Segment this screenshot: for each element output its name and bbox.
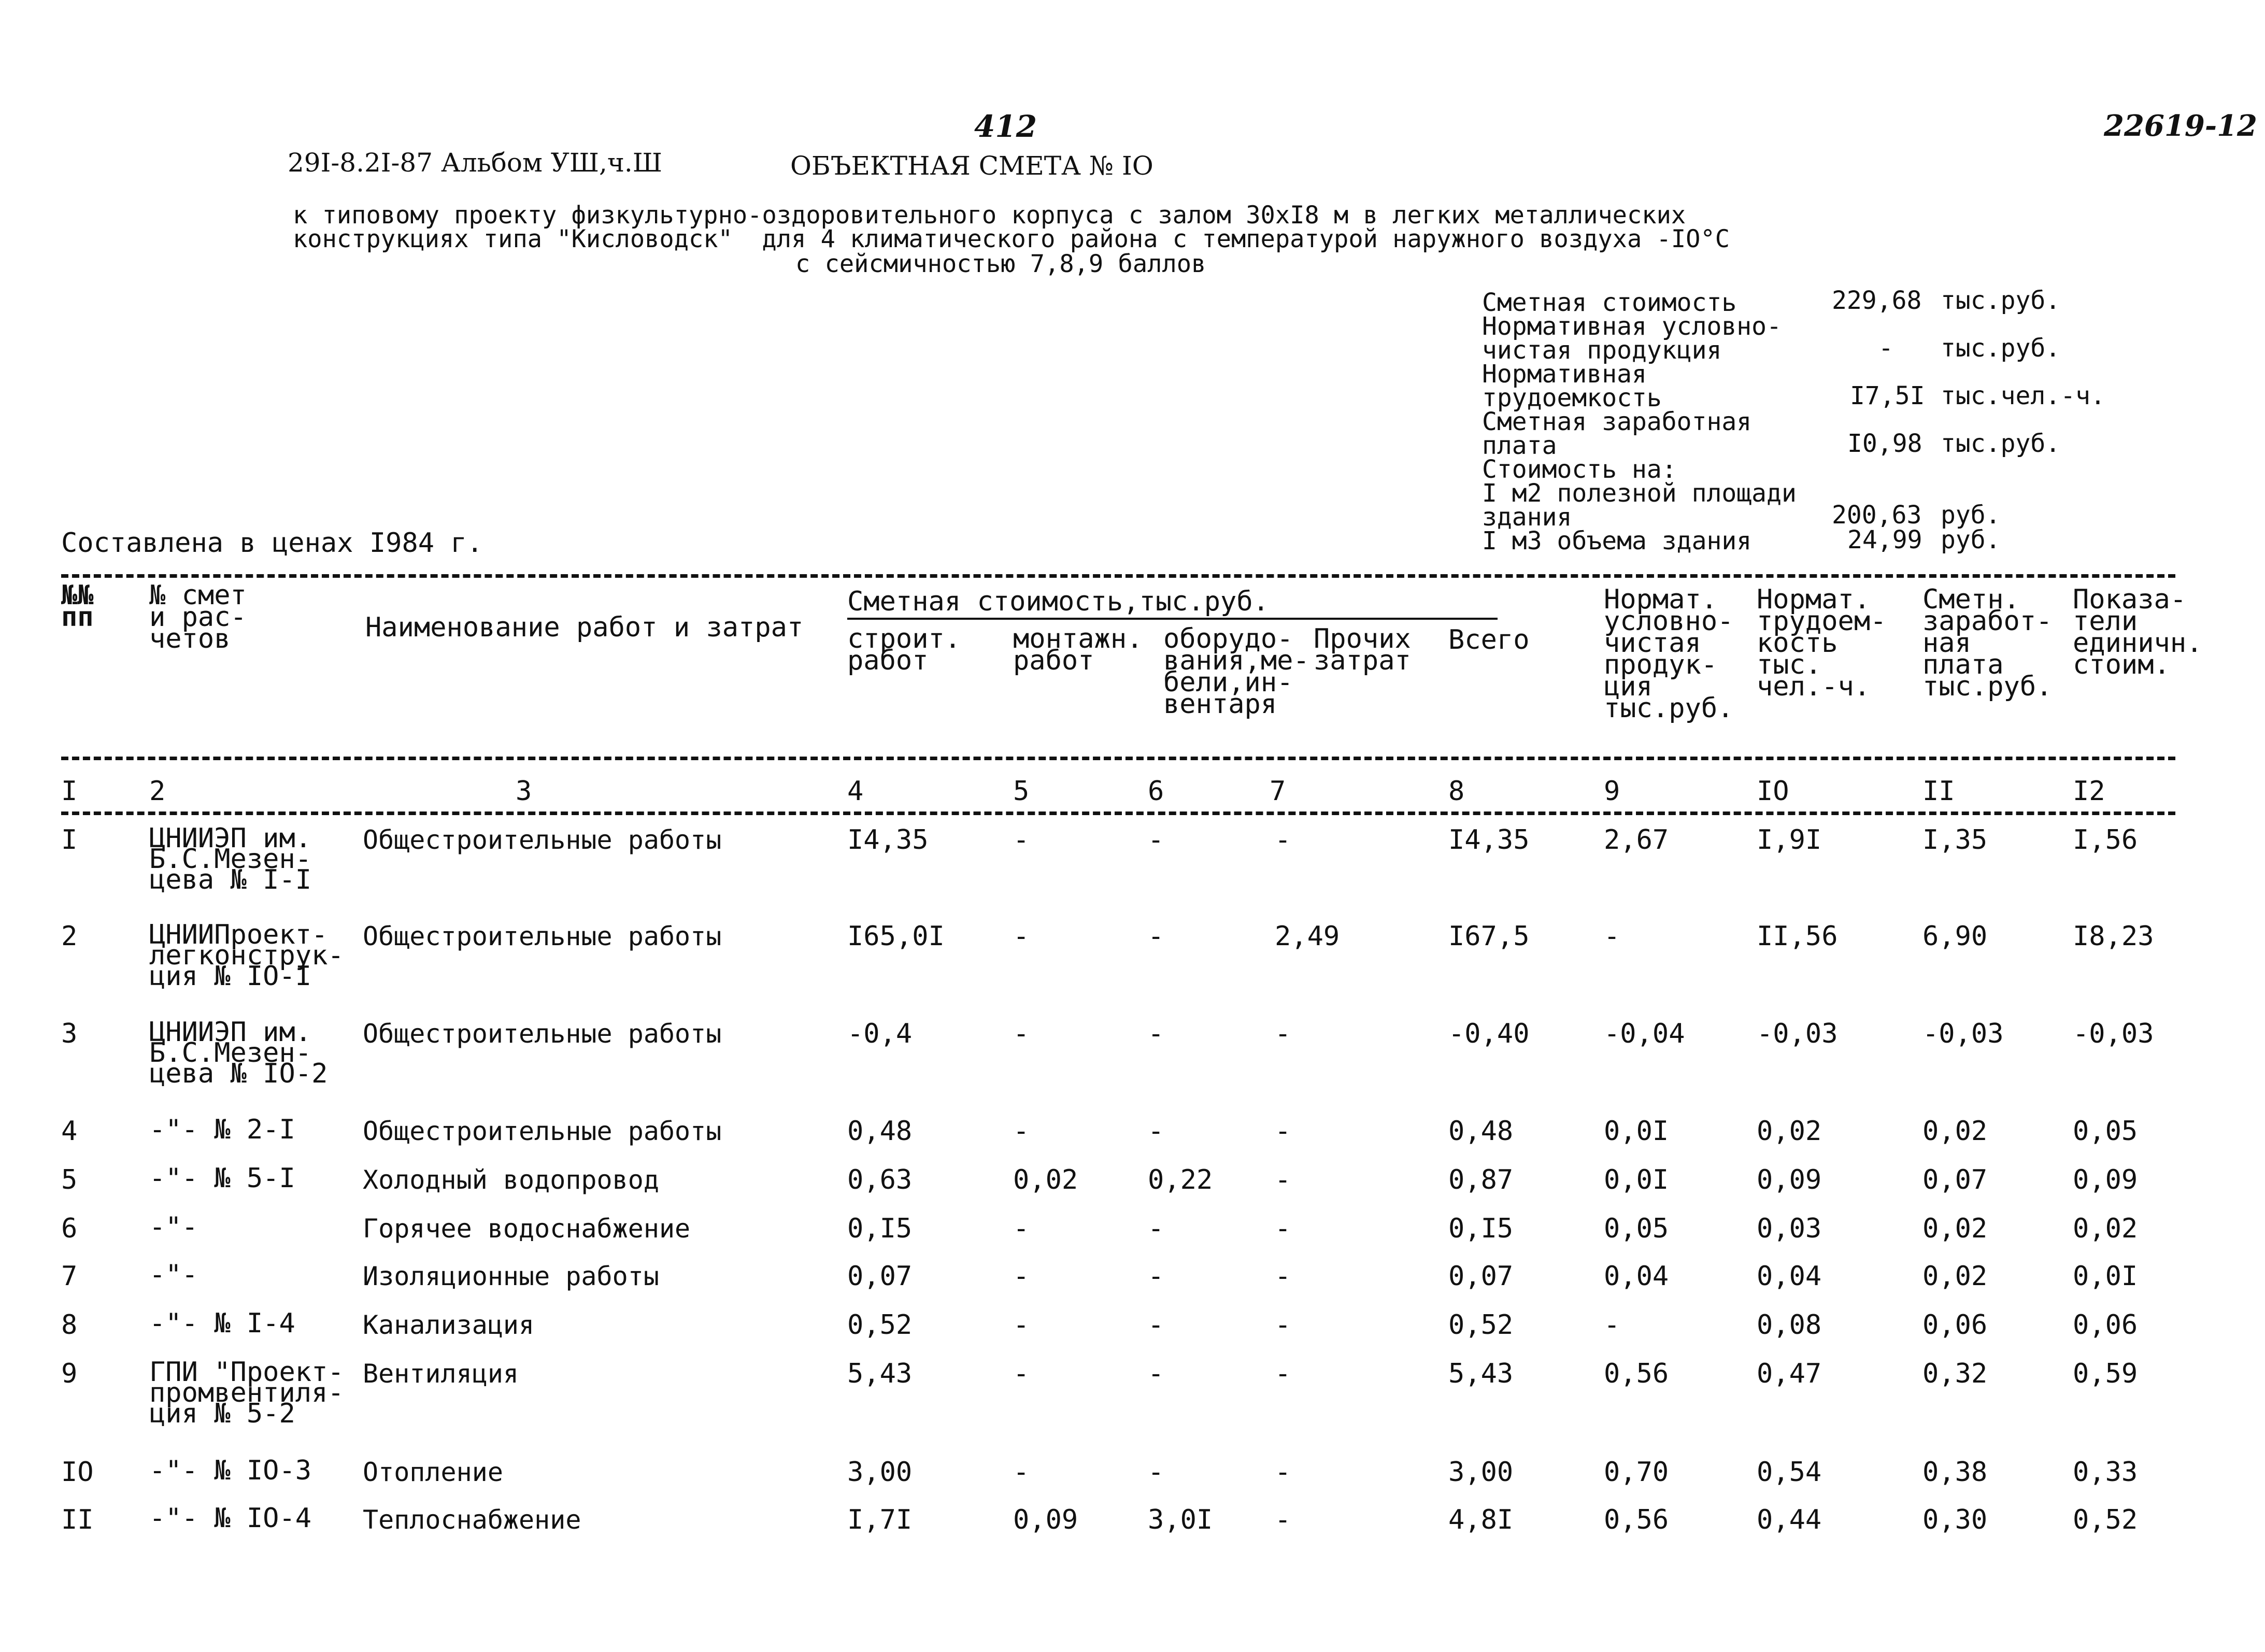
header-row-number: №№ пп [61,580,94,633]
column-number: II [1922,776,1955,807]
unit-indicator: 0,52 [2073,1504,2138,1535]
summary-label-cost: Сметная стоимость [1482,288,1737,317]
other-cost: - [1275,824,1291,856]
row-number: I [61,824,78,856]
unit-indicator: 0,09 [2073,1164,2138,1195]
summary-label-production-b: чистая продукция [1482,336,1722,365]
subtitle-line-1: к типовому проекту физкультурно-оздоровительного корпуса с залом 30хI8 м в легких металлических [293,201,1686,230]
row-number: 2 [61,921,78,952]
other-cost: - [1275,1358,1291,1389]
work-name: Теплоснабжение [363,1505,581,1535]
summary-unit-production: тыс.руб. [1941,334,2061,363]
column-number: IO [1757,776,1789,807]
subtitle-line-3: с сейсмичностью 7,8,9 баллов [795,250,1206,278]
column-number: 6 [1148,776,1164,807]
work-name: Общестроительные работы [363,825,722,855]
row-number: II [61,1504,94,1535]
other-cost: - [1275,1018,1291,1049]
header-unit-indicators: Показа- тели единичн. стоим. [2073,584,2203,680]
wages: I,35 [1922,824,1988,856]
unit-indicator: I8,23 [2073,921,2154,952]
construction-cost: 5,43 [847,1358,913,1389]
summary-label-production-a: Нормативная условно- [1482,312,1782,341]
unit-indicator: I,56 [2073,824,2138,856]
installation-cost: 0,02 [1013,1164,1078,1195]
equipment-cost: - [1148,1261,1164,1292]
row-number: 5 [61,1164,78,1195]
unit-indicator: 0,05 [2073,1116,2138,1147]
wages: 0,02 [1922,1261,1988,1292]
work-name: Холодный водопровод [363,1165,659,1195]
prices-note: Составлена в ценах I984 г. [61,528,483,559]
estimate-reference: -"- [149,1212,198,1243]
equipment-cost: - [1148,1116,1164,1147]
construction-cost: I65,0I [847,921,945,952]
net-production: 0,04 [1604,1261,1669,1292]
estimate-reference: ЦНИИПроект- легконструк- ция № IO-I [149,919,344,992]
installation-cost: - [1013,1261,1030,1292]
unit-indicator: 0,0I [2073,1261,2138,1292]
summary-label-area-b: здания [1482,503,1572,532]
archive-code: 22619-12 [2104,109,2257,143]
total-cost: 5,43 [1448,1358,1514,1389]
header-installation: монтажн. работ [1013,623,1143,676]
total-cost: 0,I5 [1448,1213,1514,1244]
summary-value-labor: I7,5I [1850,381,1925,410]
summary-label-area-a: I м2 полезной площади [1482,479,1797,508]
equipment-cost: - [1148,1018,1164,1049]
total-cost: 0,52 [1448,1309,1514,1341]
estimate-reference: -"- № IO-3 [149,1455,312,1486]
work-name: Изоляционные работы [363,1261,659,1291]
work-name: Вентиляция [363,1359,519,1389]
total-cost: -0,40 [1448,1018,1530,1049]
net-production: -0,04 [1604,1018,1685,1049]
column-number: 5 [1013,776,1030,807]
other-cost: - [1275,1309,1291,1341]
unit-indicator: 0,02 [2073,1213,2138,1244]
column-number-rule [61,811,2175,815]
labor-intensity: I,9I [1757,824,1822,856]
page-number: 412 [974,109,1037,144]
installation-cost: - [1013,1457,1030,1488]
header-other: Прочих затрат [1314,623,1411,676]
other-cost: - [1275,1261,1291,1292]
installation-cost: - [1013,1309,1030,1341]
row-number: 9 [61,1358,78,1389]
net-production: 0,56 [1604,1358,1669,1389]
equipment-cost: - [1148,1213,1164,1244]
other-cost: - [1275,1504,1291,1535]
total-cost: 0,07 [1448,1261,1514,1292]
estimate-reference: ЦНИИЭП им. Б.С.Мезен- цева № IO-2 [149,1017,328,1089]
labor-intensity: 0,02 [1757,1116,1822,1147]
net-production: 0,56 [1604,1504,1669,1535]
summary-unit-area: руб. [1941,501,2001,530]
installation-cost: - [1013,1018,1030,1049]
construction-cost: I4,35 [847,824,929,856]
summary-value-wages: I0,98 [1847,429,1922,458]
equipment-cost: - [1148,1358,1164,1389]
other-cost: 2,49 [1275,921,1340,952]
wages: 0,02 [1922,1213,1988,1244]
summary-label-cost-per: Стоимость на: [1482,455,1677,484]
unit-indicator: 0,33 [2073,1457,2138,1488]
column-number: I [61,776,78,807]
labor-intensity: 0,03 [1757,1213,1822,1244]
summary-value-production: - [1878,334,1893,363]
labor-intensity: 0,44 [1757,1504,1822,1535]
wages: 0,07 [1922,1164,1988,1195]
wages: 0,30 [1922,1504,1988,1535]
wages: 0,38 [1922,1457,1988,1488]
installation-cost: - [1013,1358,1030,1389]
net-production: - [1604,921,1620,952]
installation-cost: - [1013,824,1030,856]
labor-intensity: II,56 [1757,921,1838,952]
summary-label-volume: I м3 объема здания [1482,526,1752,556]
net-production: 0,0I [1604,1116,1669,1147]
row-number: IO [61,1457,94,1488]
column-number: 7 [1270,776,1286,807]
column-number: I2 [2073,776,2105,807]
net-production: 2,67 [1604,824,1669,856]
labor-intensity: 0,47 [1757,1358,1822,1389]
header-work-name: Наименование работ и затрат [365,612,804,643]
summary-unit-cost: тыс.руб. [1941,286,2061,315]
column-number: 8 [1448,776,1465,807]
summary-value-volume: 24,99 [1847,525,1922,554]
construction-cost: 3,00 [847,1457,913,1488]
labor-intensity: 0,09 [1757,1164,1822,1195]
row-number: 3 [61,1018,78,1049]
construction-cost: 0,07 [847,1261,913,1292]
labor-intensity: 0,08 [1757,1309,1822,1341]
total-cost: I67,5 [1448,921,1530,952]
summary-label-labor-b: трудоемкость [1482,383,1662,412]
cost-group-underline [847,618,1498,620]
estimate-reference: -"- № I-4 [149,1308,295,1339]
header-construction: строит. работ [847,623,961,676]
column-number: 2 [149,776,166,807]
construction-cost: 0,I5 [847,1213,913,1244]
summary-label-wages-a: Сметная заработная [1482,407,1752,436]
labor-intensity: 0,54 [1757,1457,1822,1488]
construction-cost: -0,4 [847,1018,913,1049]
total-cost: 0,48 [1448,1116,1514,1147]
summary-unit-labor: тыс.чел.-ч. [1941,381,2105,410]
header-estimate-number: № смет и рас- четов [149,580,247,654]
unit-indicator: -0,03 [2073,1018,2154,1049]
work-name: Общестроительные работы [363,1019,722,1049]
equipment-cost: - [1148,824,1164,856]
construction-cost: 0,52 [847,1309,913,1341]
header-wages: Сметн. заработ- ная плата тыс.руб. [1922,584,2053,702]
summary-unit-wages: тыс.руб. [1941,429,2061,458]
row-number: 7 [61,1261,78,1292]
equipment-cost: 0,22 [1148,1164,1213,1195]
installation-cost: - [1013,1116,1030,1147]
other-cost: - [1275,1116,1291,1147]
column-number: 3 [516,776,532,807]
net-production: 0,0I [1604,1164,1669,1195]
summary-label-labor-a: Нормативная [1482,360,1647,389]
header-bottom-rule [61,757,2175,760]
document-reference: 29I-8.2I-87 Альбом УШ,ч.Ш [288,148,662,178]
other-cost: - [1275,1213,1291,1244]
equipment-cost: - [1148,1457,1164,1488]
other-cost: - [1275,1164,1291,1195]
estimate-reference: -"- № IO-4 [149,1503,312,1534]
subtitle-line-2: конструкциях типа "Кисловодск" для 4 климатического района с температурой наружного воздуха -IO°C [293,225,1730,253]
header-cost-group: Сметная стоимость,тыс.руб. [847,586,1269,617]
labor-intensity: -0,03 [1757,1018,1838,1049]
work-name: Общестроительные работы [363,921,722,951]
header-equipment: оборудо- вания,ме- бели,ин- вентаря [1163,623,1309,720]
estimate-reference: -"- № 2-I [149,1114,295,1145]
installation-cost: - [1013,1213,1030,1244]
column-number: 9 [1604,776,1620,807]
estimate-reference: -"- [149,1259,198,1290]
summary-value-cost: 229,68 [1832,286,1922,315]
work-name: Канализация [363,1310,535,1340]
document-title: ОБЪЕКТНАЯ СМЕТА № IO [790,151,1153,181]
total-cost: I4,35 [1448,824,1530,856]
work-name: Общестроительные работы [363,1116,722,1146]
header-labor-intensity: Нормат. трудоем- кость тыс. чел.-ч. [1757,584,1887,702]
construction-cost: I,7I [847,1504,913,1535]
equipment-cost: - [1148,921,1164,952]
estimate-reference: -"- № 5-I [149,1163,295,1194]
net-production: 0,70 [1604,1457,1669,1488]
summary-value-area: 200,63 [1832,501,1922,530]
work-name: Отопление [363,1457,503,1487]
column-number: 4 [847,776,864,807]
installation-cost: - [1013,921,1030,952]
total-cost: 3,00 [1448,1457,1514,1488]
net-production: - [1604,1309,1620,1341]
construction-cost: 0,63 [847,1164,913,1195]
estimate-reference: ГПИ "Проект- промвентиля- ция № 5-2 [149,1357,344,1429]
wages: 0,06 [1922,1309,1988,1341]
total-cost: 4,8I [1448,1504,1514,1535]
labor-intensity: 0,04 [1757,1261,1822,1292]
estimate-reference: ЦНИИЭП им. Б.С.Мезен- цева № I-I [149,823,312,895]
wages: 0,32 [1922,1358,1988,1389]
table-top-rule [61,574,2175,578]
header-total: Всего [1448,624,1530,656]
summary-unit-volume: руб. [1941,525,2001,554]
wages: 6,90 [1922,921,1988,952]
installation-cost: 0,09 [1013,1504,1078,1535]
construction-cost: 0,48 [847,1116,913,1147]
equipment-cost: - [1148,1309,1164,1341]
header-net-production: Нормат. условно- чистая продук- ция тыс.руб. [1604,584,1734,724]
equipment-cost: 3,0I [1148,1504,1213,1535]
other-cost: - [1275,1457,1291,1488]
wages: 0,02 [1922,1116,1988,1147]
summary-label-wages-b: плата [1482,431,1557,460]
row-number: 8 [61,1309,78,1341]
row-number: 4 [61,1116,78,1147]
wages: -0,03 [1922,1018,2004,1049]
row-number: 6 [61,1213,78,1244]
unit-indicator: 0,06 [2073,1309,2138,1341]
work-name: Горячее водоснабжение [363,1214,691,1244]
unit-indicator: 0,59 [2073,1358,2138,1389]
total-cost: 0,87 [1448,1164,1514,1195]
net-production: 0,05 [1604,1213,1669,1244]
